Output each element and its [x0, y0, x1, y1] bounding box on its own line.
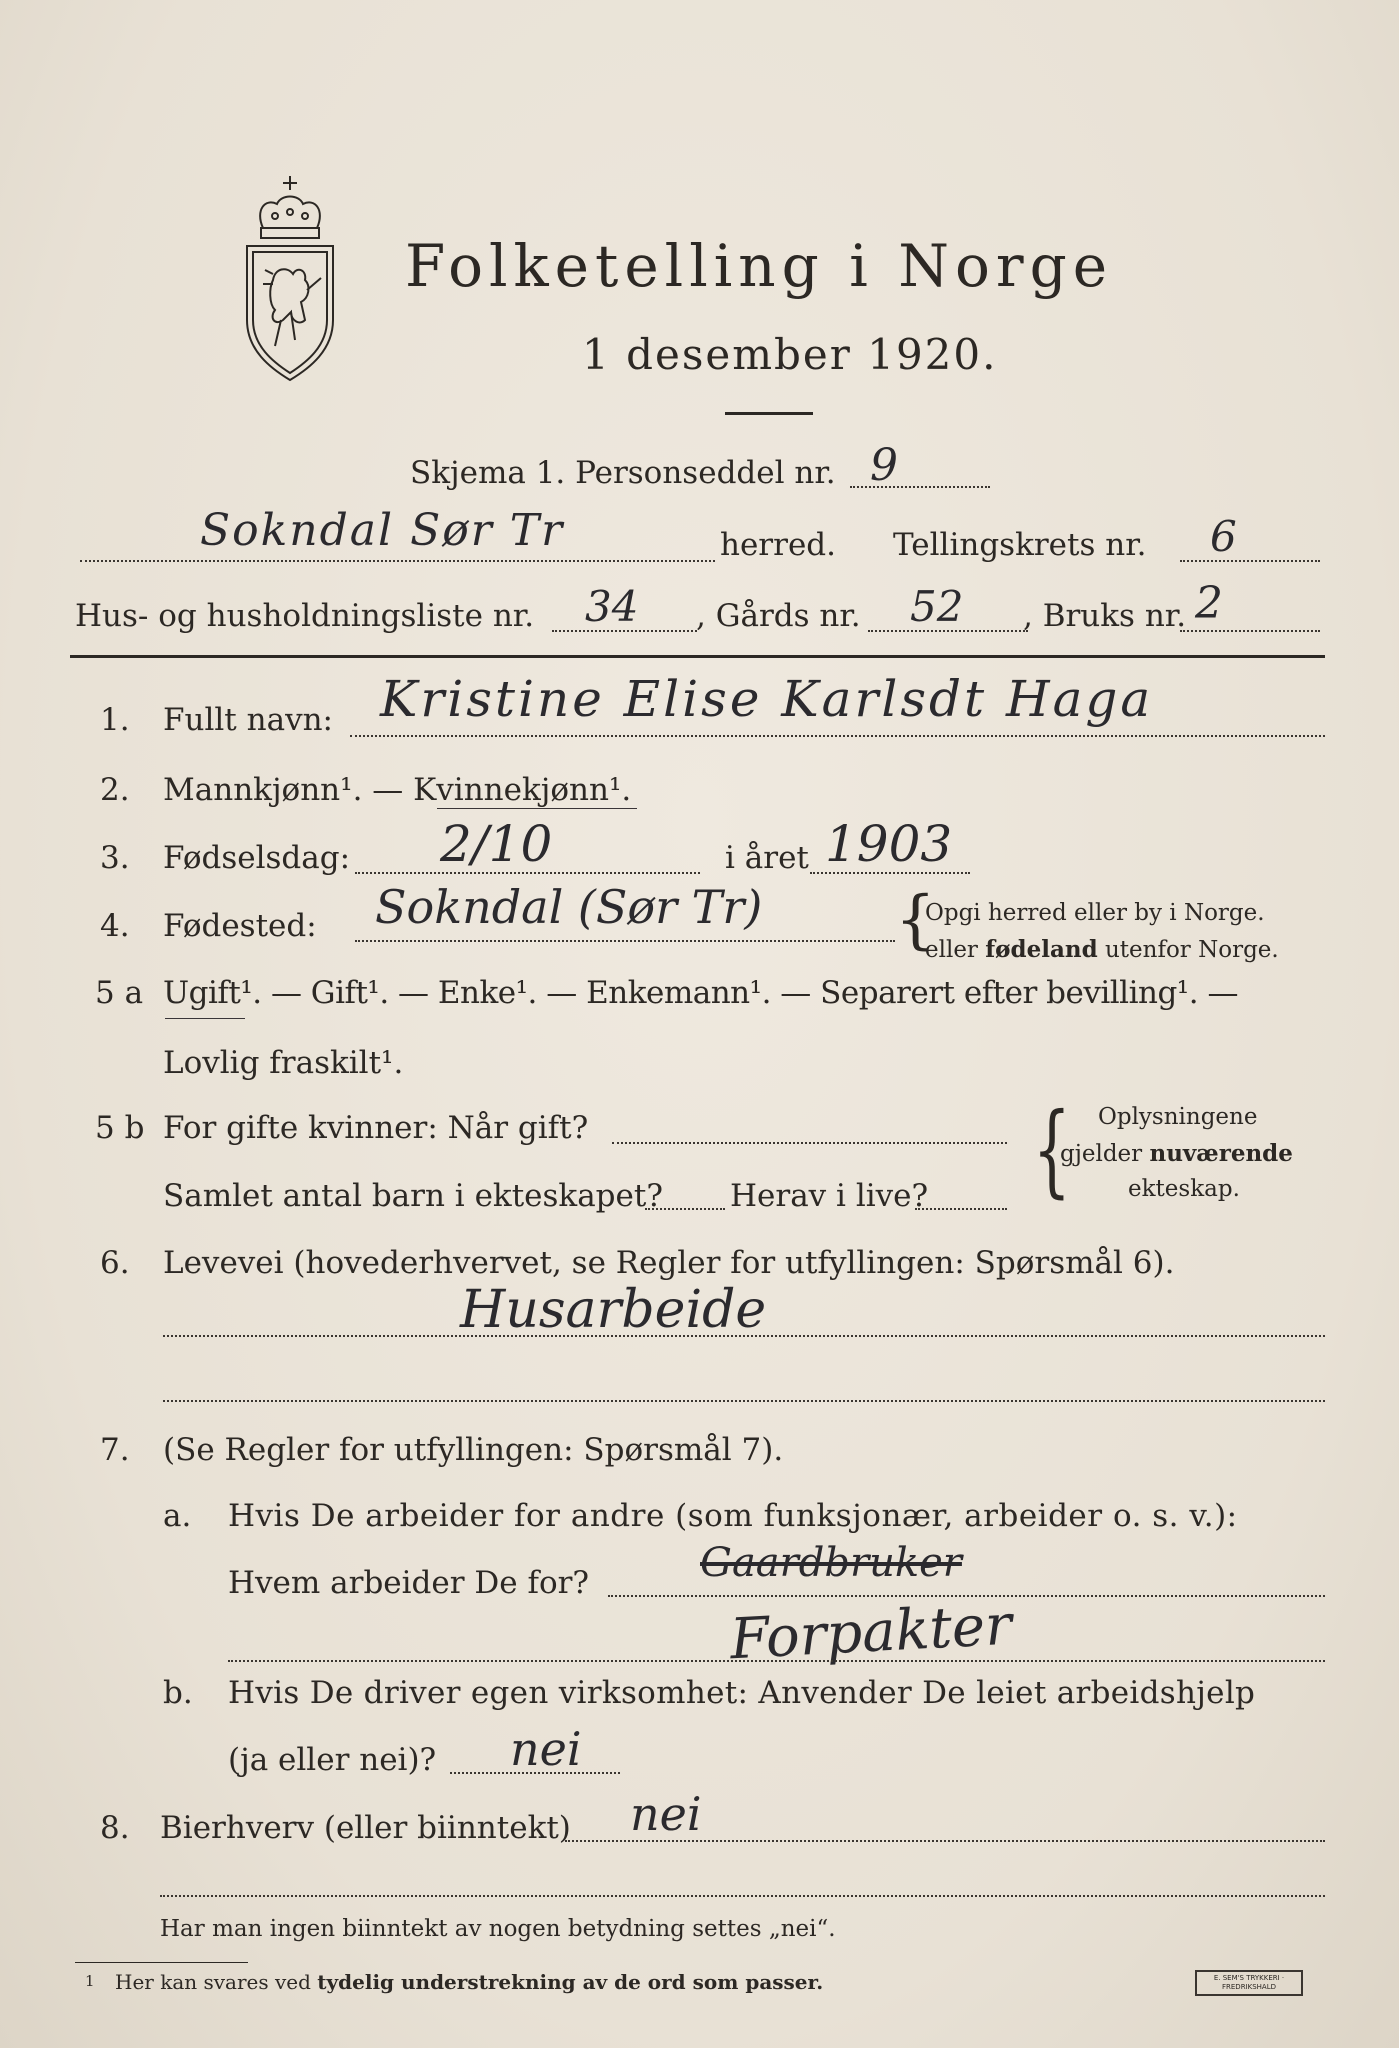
footnote-text: [115, 1970, 823, 1994]
q8-label: Bierhverv (eller biinntekt): [160, 1810, 571, 1846]
tellingskrets-nr-value: 6: [1210, 512, 1237, 561]
skjema-label: Skjema 1. Personseddel nr.: [410, 455, 836, 491]
title-divider: [725, 412, 813, 415]
census-date: 1 desember 1920.: [582, 330, 998, 379]
q3-year-label: i året: [725, 840, 809, 876]
bottom-note: Har man ingen biinntekt av nogen betydning settes „nei“.: [160, 1916, 836, 1942]
q6-number: 6.: [100, 1245, 130, 1281]
footnote-rule: [75, 1962, 248, 1963]
q7-label: (Se Regler for utfyllingen: Spørsmål 7).: [163, 1432, 784, 1468]
q7a-line1: Hvis De arbeider for andre (som funksjonær, arbeider o. s. v.):: [228, 1498, 1238, 1534]
q4-number: 4.: [100, 908, 130, 944]
q4-note-line1: Opgi herred eller by i Norge.: [925, 900, 1265, 926]
q5b-note-line2: [1060, 1140, 1293, 1167]
q1-dotted-line: [350, 735, 1325, 737]
q6-occupation-value: Husarbeide: [460, 1280, 767, 1340]
q4-note-line2: [925, 936, 1279, 963]
gards-nr-value: 52: [910, 582, 964, 631]
header-separator: [70, 655, 1325, 658]
q1-label: Fullt navn:: [163, 702, 333, 738]
q7a-number: a.: [163, 1498, 192, 1534]
bruks-nr-value: 2: [1195, 578, 1223, 629]
form-title: Folketelling i Norge: [405, 232, 1114, 300]
q4-brace: {: [895, 883, 936, 957]
herred-label: herred.: [720, 527, 836, 563]
herred-value: Sokndal Sør Tr: [200, 505, 565, 556]
q5a-number: 5 a: [95, 975, 144, 1011]
q7a-struck-value: Gaardbruker: [700, 1540, 962, 1586]
gards-label: , Gårds nr.: [696, 598, 861, 634]
q7b-value: nei: [510, 1722, 582, 1776]
q2-label: Mannkjønn¹. — Kvinnekjønn¹.: [163, 772, 632, 808]
footnote-plain: Her kan svares ved: [115, 1970, 318, 1994]
q5b-married-dotted-line: [612, 1142, 1007, 1144]
q6-dotted-line-2: [163, 1400, 1325, 1402]
q3-label: Fødselsdag:: [163, 840, 351, 876]
q7-number: 7.: [100, 1432, 130, 1468]
q1-number: 1.: [100, 702, 130, 738]
q4-birthplace-value: Sokndal (Sør Tr): [375, 880, 763, 934]
q7a-line2: Hvem arbeider De for?: [228, 1565, 590, 1601]
q5a-line1: Ugift¹. — Gift¹. — Enke¹. — Enkemann¹. — Separert efter bevilling¹. —: [163, 975, 1238, 1011]
personseddel-nr-value: 9: [870, 440, 898, 491]
q4-note-a: eller: [925, 937, 986, 963]
q5b-children-dotted-line: [645, 1208, 725, 1210]
q6-dotted-line-1: [163, 1335, 1325, 1337]
q8-dotted-line-2: [160, 1895, 1325, 1897]
q5b-note2-plain: gjelder: [1060, 1141, 1150, 1167]
q2-underline-mark: [437, 808, 637, 809]
tellingskrets-label: Tellingskrets nr.: [893, 527, 1147, 563]
q5a-line2: Lovlig fraskilt¹.: [163, 1045, 404, 1081]
printer-stamp: E. SEM'S TRYKKERI · FREDRIKSHALD: [1195, 1970, 1303, 1996]
q5a-underline-mark: [165, 1018, 245, 1019]
q5b-line1: For gifte kvinner: Når gift?: [163, 1110, 589, 1146]
q8-number: 8.: [100, 1810, 130, 1846]
bruks-dotted-line: [1180, 630, 1320, 632]
q4-note-bold: fødeland: [985, 936, 1098, 963]
q5b-number: 5 b: [95, 1110, 145, 1146]
q2-number: 2.: [100, 772, 130, 808]
q5b-note-line3: ekteskap.: [1128, 1176, 1240, 1202]
q6-label: Levevei (hovederhvervet, se Regler for utfyllingen: Spørsmål 6).: [163, 1245, 1175, 1281]
bruks-label: , Bruks nr.: [1023, 598, 1187, 634]
q7b-line2: (ja eller nei)?: [228, 1742, 437, 1778]
q7b-line1: Hvis De driver egen virksomhet: Anvender De leiet arbeidshjelp: [228, 1675, 1256, 1711]
q5b-line2a: Samlet antal barn i ekteskapet?: [163, 1178, 663, 1214]
hus-nr-value: 34: [585, 582, 639, 631]
q5b-alive-dotted-line: [915, 1208, 1007, 1210]
hus-label: Hus- og husholdningsliste nr.: [75, 598, 535, 634]
q5b-note-line1: Oplysningene: [1098, 1104, 1258, 1130]
footnote-bold: tydelig understrekning av de ord som passer.: [317, 1970, 824, 1994]
q4-label: Fødested:: [163, 908, 317, 944]
herred-dotted-line: [80, 560, 715, 562]
q4-dotted-line: [355, 940, 895, 942]
q3-number: 3.: [100, 840, 130, 876]
coat-of-arms-icon: [225, 170, 355, 385]
q3-year-value: 1903: [825, 815, 953, 873]
q1-full-name-value: Kristine Elise Karlsdt Haga: [380, 670, 1154, 728]
q7a-dotted-line-2: [228, 1660, 1325, 1662]
q5b-brace: {: [1032, 1091, 1071, 1208]
q5b-line2b: Herav i live?: [730, 1178, 929, 1214]
tellingskrets-dotted-line: [1180, 560, 1320, 562]
q5b-note2-bold: nuværende: [1149, 1140, 1293, 1167]
q7a-employer-value: Forpakter: [728, 1592, 1014, 1673]
footnote-number: 1: [85, 1972, 95, 1990]
q4-note-c: utenfor Norge.: [1097, 937, 1279, 963]
q3-birthday-value: 2/10: [440, 815, 553, 873]
q8-value: nei: [630, 1787, 702, 1841]
q7b-number: b.: [163, 1675, 193, 1711]
